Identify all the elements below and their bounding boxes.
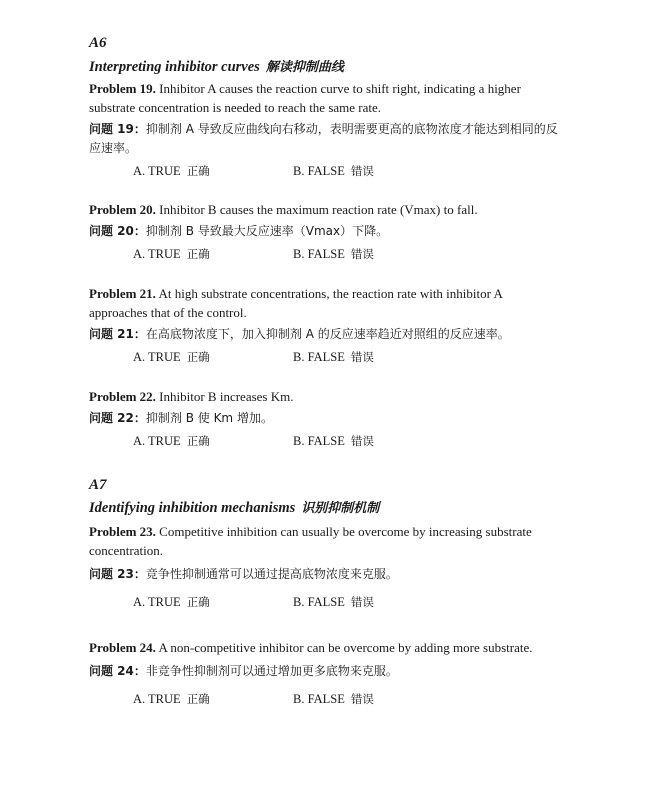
- problem-statement-cn: 抑制剂 B 导致最大反应速率（Vmax）下降。: [145, 224, 389, 238]
- problem-text-cn: [89, 325, 559, 344]
- option-false[interactable]: B. FALSE 错误: [293, 434, 374, 448]
- problem-statement: Inhibitor B causes the maximum reaction rate (Vmax) to fall.: [159, 202, 478, 217]
- section-label-a7: A7: [89, 477, 107, 493]
- problem-label-cn: 问题 22：: [89, 411, 146, 425]
- problem-label: Problem 21.: [89, 286, 156, 301]
- problem-label: Problem 23.: [89, 524, 156, 539]
- problem-statement: Inhibitor A causes the reaction curve to shift right, indicating a higher substrate concentration is needed to reach the same rate.: [89, 81, 521, 115]
- option-true[interactable]: A. TRUE 正确: [133, 595, 210, 609]
- problem-22: [89, 387, 559, 451]
- option-true[interactable]: A. TRUE 正确: [133, 247, 210, 261]
- section-title-en: Interpreting inhibitor curves: [89, 59, 260, 75]
- option-true[interactable]: A. TRUE 正确: [133, 350, 210, 364]
- option-false[interactable]: B. FALSE 错误: [293, 164, 374, 178]
- problem-21: [89, 284, 559, 367]
- problem-text-en: [89, 79, 559, 117]
- problem-text-cn: [89, 662, 559, 681]
- problem-24: [89, 638, 559, 709]
- problem-text-en: [89, 638, 559, 657]
- problem-text-cn: [89, 120, 559, 158]
- problem-text-cn: [89, 565, 559, 584]
- problem-statement-cn: 竞争性抑制通常可以通过提高底物浓度来克服。: [145, 567, 398, 581]
- problem-statement: Inhibitor B increases Km.: [159, 389, 294, 404]
- problem-statement: Competitive inhibition can usually be overcome by increasing substrate concentration.: [89, 524, 532, 558]
- problem-label-cn: 问题 20：: [89, 224, 146, 238]
- problem-text-en: [89, 284, 559, 322]
- answer-options: [89, 431, 559, 451]
- problem-statement-cn: 在高底物浓度下，加入抑制剂 A 的反应速率趋近对照组的反应速率。: [145, 327, 510, 341]
- answer-options: [89, 592, 559, 612]
- option-true[interactable]: A. TRUE 正确: [133, 164, 210, 178]
- option-false[interactable]: B. FALSE 错误: [293, 692, 374, 706]
- option-true[interactable]: A. TRUE 正确: [133, 692, 210, 706]
- section-label-a6: A6: [89, 35, 107, 51]
- problem-text-en: [89, 522, 559, 560]
- problem-label: Problem 20.: [89, 202, 156, 217]
- problem-label-cn: 问题 21：: [89, 327, 146, 341]
- option-true[interactable]: A. TRUE 正确: [133, 434, 210, 448]
- section-title-cn: 识别抑制机制: [301, 501, 380, 516]
- option-false[interactable]: B. FALSE 错误: [293, 247, 374, 261]
- answer-options: [89, 689, 559, 709]
- problem-label-cn: 问题 19：: [89, 122, 146, 136]
- problem-23: [89, 522, 559, 612]
- problem-text-en: [89, 200, 559, 219]
- problem-label: Problem 19.: [89, 81, 156, 96]
- answer-options: [89, 244, 559, 264]
- problem-20: [89, 200, 559, 264]
- section-title-a6: [89, 58, 344, 77]
- problem-statement-cn: 抑制剂 A 导致反应曲线向右移动，表明需要更高的底物浓度才能达到相同的反应速率。: [89, 122, 558, 155]
- problem-statement-cn: 抑制剂 B 使 Km 增加。: [145, 411, 273, 425]
- problem-statement-cn: 非竞争性抑制剂可以通过增加更多底物来克服。: [145, 664, 398, 678]
- problem-label-cn: 问题 23：: [89, 567, 146, 581]
- section-title-cn: 解读抑制曲线: [265, 60, 344, 75]
- problem-label-cn: 问题 24：: [89, 664, 146, 678]
- problem-label: Problem 24.: [89, 640, 156, 655]
- problem-text-cn: [89, 409, 559, 428]
- problem-statement: A non-competitive inhibitor can be overcome by adding more substrate.: [158, 640, 533, 655]
- answer-options: [89, 347, 559, 367]
- problem-statement: At high substrate concentrations, the reaction rate with inhibitor A approaches that of the control.: [89, 286, 503, 320]
- answer-options: [89, 161, 559, 181]
- problem-text-cn: [89, 222, 559, 241]
- option-false[interactable]: B. FALSE 错误: [293, 595, 374, 609]
- option-false[interactable]: B. FALSE 错误: [293, 350, 374, 364]
- problem-label: Problem 22.: [89, 389, 156, 404]
- problem-text-en: [89, 387, 559, 406]
- problem-19: [89, 79, 559, 181]
- section-title-a7: [89, 499, 379, 518]
- section-title-en: Identifying inhibition mechanisms: [89, 500, 296, 516]
